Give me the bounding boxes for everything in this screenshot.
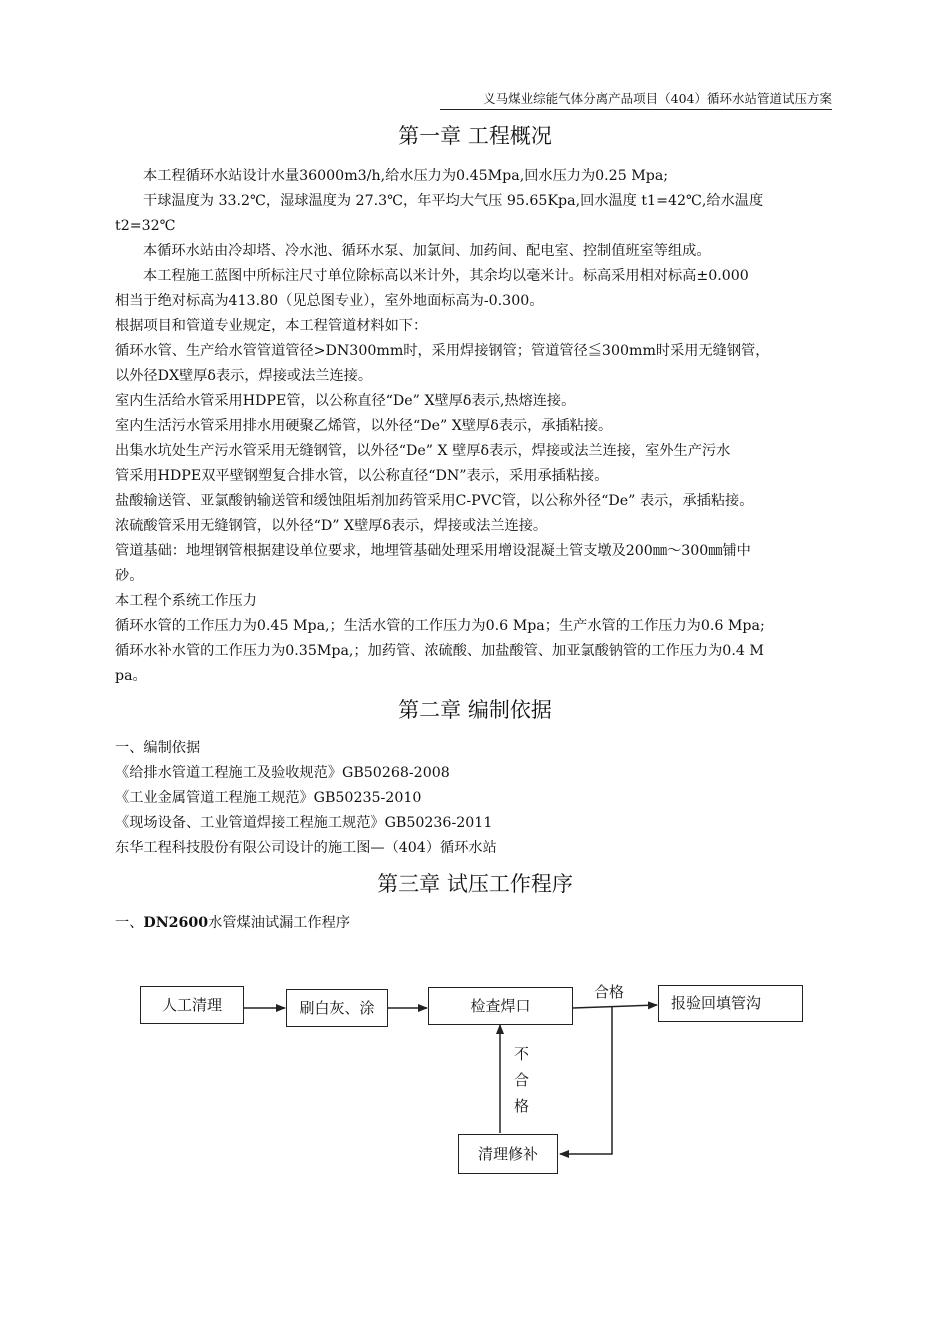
chapter1-line: 循环水管的工作压力为0.45 Mpa,；生活水管的工作压力为0.6 Mpa；生产水管的工作压力为0.6 Mpa; xyxy=(115,618,765,634)
chapter1-line: 管道基础：地埋钢管根据建设单位要求，地埋管基础处理采用增设混凝土管支墩及200㎜～300㎜铺中 xyxy=(115,543,751,559)
label-pass: 合格 xyxy=(594,983,625,1001)
subheading-rest: 水管煤油试漏工作程序 xyxy=(208,915,351,931)
chapter1-line: 以外径DX壁厚δ表示，焊接或法兰连接。 xyxy=(115,368,373,384)
flow-step-clean-repair: 清理修补 xyxy=(458,1134,558,1174)
chapter1-line: 出集水坑处生产污水管采用无缝钢管，以外径“De” X 壁厚δ表示，焊接或法兰连接，室外生产污水 xyxy=(115,443,731,459)
chapter1-line: 本工程循环水站设计水量36000m3/h,给水压力为0.45Mpa,回水压力为0.25 Mpa; xyxy=(143,168,669,184)
chapter1-line: 室内生活给水管采用HDPE管，以公称直径“De” X壁厚δ表示,热熔连接。 xyxy=(115,393,576,409)
reference-standard: 《工业金属管道工程施工规范》GB50235-2010 xyxy=(115,790,422,806)
chapter1-line: 循环水管、生产给水管管道管径>DN300mm时，采用焊接钢管；管道管径≦300mm时采用无缝钢管， xyxy=(115,343,770,359)
flow-step-whitewash: 刷白灰、涂 xyxy=(286,989,388,1027)
chapter1-line: pa。 xyxy=(115,668,147,684)
subheading-bold: DN2600 xyxy=(143,915,209,931)
arrow-3-to-4 xyxy=(573,1005,657,1008)
reference-standard: 《现场设备、工业管道焊接工程施工规范》GB50236-2011 xyxy=(115,815,493,831)
chapter1-line: 本工程施工蓝图中所标注尺寸单位除标高以米计外，其余均以毫米计。标高采用相对标高±0.000 xyxy=(143,268,749,284)
chapter1-title: 第一章 工程概况 xyxy=(398,124,552,148)
label-fail-char: 合 xyxy=(514,1071,530,1089)
chapter1-line: 浓硫酸管采用无缝钢管，以外径“D” X壁厚δ表示，焊接或法兰连接。 xyxy=(115,518,548,534)
chapter1-line: 盐酸输送管、亚氯酸钠输送管和缓蚀阻垢剂加药管采用C-PVC管，以公称外径“De” 表示，承插粘接。 xyxy=(115,493,754,509)
chapter2-title: 第二章 编制依据 xyxy=(398,698,552,722)
chapter1-line: 本循环水站由冷却塔、冷水池、循环水泵、加氯间、加药间、配电室、控制值班室等组成。 xyxy=(143,243,711,259)
chapter1-line: 循环水补水管的工作压力为0.35Mpa,；加药管、浓硫酸、加盐酸管、加亚氯酸钠管的工作压力为0.4 M xyxy=(115,643,764,659)
reference-drawing: 东华工程科技股份有限公司设计的施工图—（404）循环水站 xyxy=(115,840,497,856)
chapter3-title: 第三章 试压工作程序 xyxy=(377,872,573,896)
subheading-prefix: 一、 xyxy=(115,915,144,931)
chapter1-line: 根据项目和管道专业规定，本工程管道材料如下： xyxy=(115,318,428,334)
chapter1-line: 室内生活污水管采用排水用硬聚乙烯管，以外径“De” X壁厚δ表示，承插粘接。 xyxy=(115,418,613,434)
page-header: 义马煤业综能气体分离产品项目（404）循环水站管道试压方案 xyxy=(440,89,832,110)
chapter1-line: 干球温度为 33.2℃，湿球温度为 27.3℃，年平均大气压 95.65Kpa,回水温度 t1=42℃,给水温度 xyxy=(143,193,764,209)
flow-step-manual-cleaning: 人工清理 xyxy=(140,986,244,1024)
chapter1-line: t2=32℃ xyxy=(115,218,176,234)
chapter1-line: 相当于绝对标高为413.80（见总图专业），室外地面标高为-0.300。 xyxy=(115,293,544,309)
chapter1-line: 本工程个系统工作压力 xyxy=(115,593,257,609)
flow-step-inspect-welds: 检查焊口 xyxy=(428,987,573,1025)
label-fail-char: 不 xyxy=(514,1045,530,1063)
chapter2-line: 一、编制依据 xyxy=(115,740,201,756)
chapter1-line: 管采用HDPE双平壁钢塑复合排水管，以公称直径“DN”表示，采用承插粘接。 xyxy=(115,468,609,484)
label-fail-char: 格 xyxy=(514,1097,530,1115)
chapter1-line: 砂。 xyxy=(115,568,144,584)
flow-step-report-backfill: 报验回填管沟 xyxy=(658,985,803,1022)
arrow-fail-down xyxy=(560,1007,612,1154)
reference-standard: 《给排水管道工程施工及验收规范》GB50268-2008 xyxy=(115,765,450,781)
